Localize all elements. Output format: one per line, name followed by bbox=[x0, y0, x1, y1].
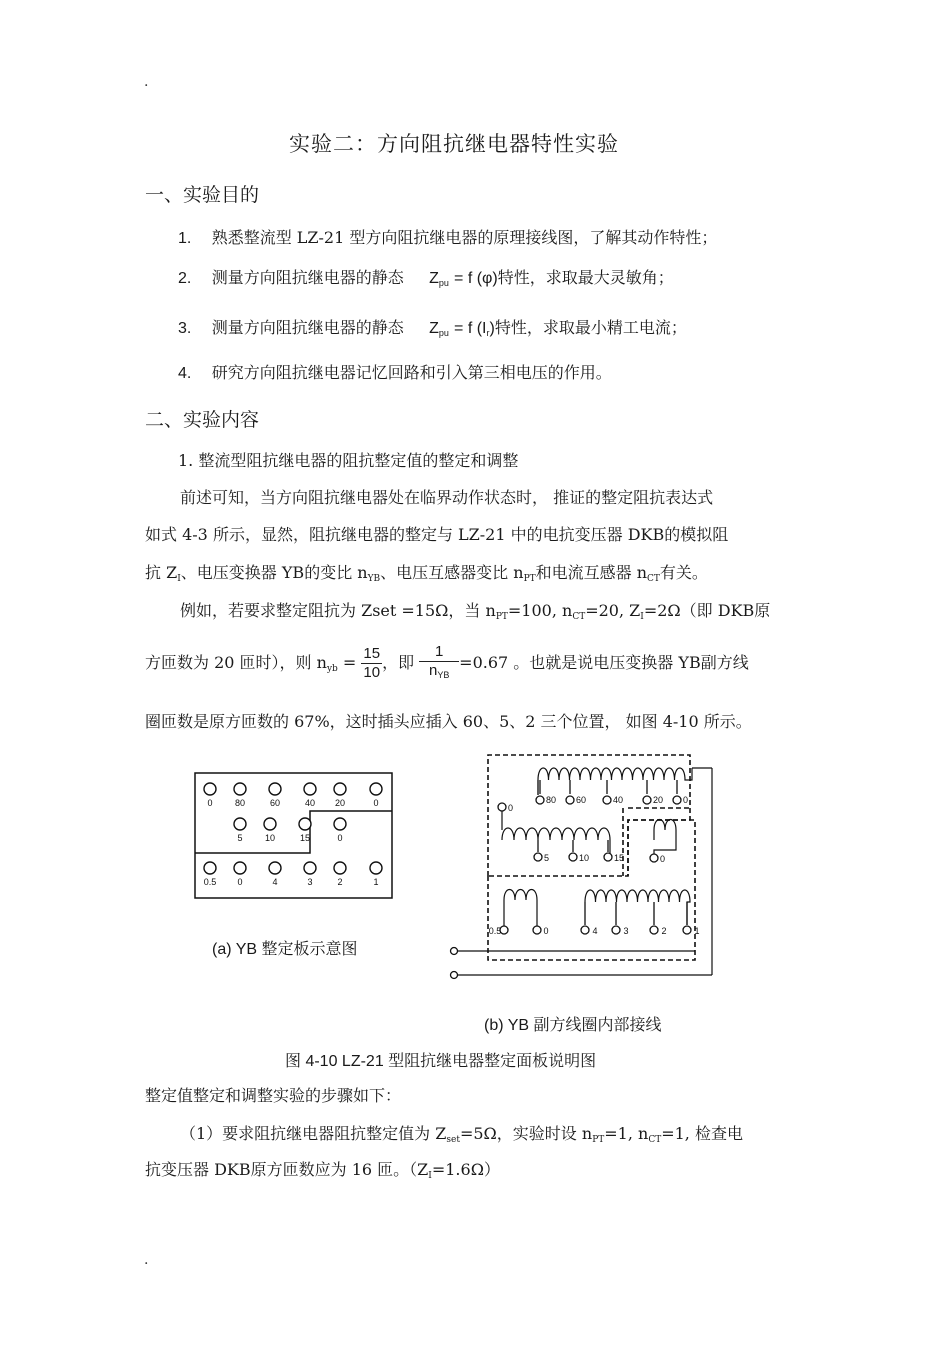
formula-z: Z bbox=[429, 270, 439, 287]
formula-sub: pu bbox=[438, 328, 449, 338]
text-run: =1.6Ω） bbox=[431, 1160, 500, 1179]
figure-panel-a-plate bbox=[190, 768, 400, 903]
item-text-pre: 测量方向阻抗继电器的静态 bbox=[211, 268, 404, 287]
text-run: 方匝数为 20 匝时），则 n bbox=[145, 653, 327, 672]
left-tap-label: 0 bbox=[508, 803, 514, 813]
fraction-numerator: 1 bbox=[419, 643, 459, 662]
subscript: PT bbox=[592, 1135, 605, 1145]
paragraph-1-line-2: 如式 4-3 所示，显然，阻抗继电器的整定与 LZ-21 中的电抗变压器 DKB的模拟阻 bbox=[145, 525, 729, 544]
text-run: =1, n bbox=[604, 1124, 649, 1143]
left-tap-socket bbox=[498, 803, 506, 811]
right-tap-label: 0 bbox=[660, 854, 666, 864]
subscript: I bbox=[640, 612, 644, 622]
bottom-right-tap-2-label: 2 bbox=[661, 926, 667, 936]
bottom-left-tap-1-label: 0 bbox=[543, 926, 549, 936]
fraction-numerator: 15 bbox=[363, 645, 381, 662]
plate-socket-row1-4-label: 20 bbox=[334, 798, 346, 808]
objective-item-1 bbox=[178, 228, 717, 249]
plate-socket-row3-5-socket bbox=[370, 862, 382, 874]
text-run: =20, Z bbox=[585, 601, 641, 620]
formula-sub-r: r bbox=[486, 328, 490, 338]
item-number: 2. bbox=[178, 270, 192, 287]
plate-socket-row1-2-label: 60 bbox=[269, 798, 281, 808]
text-run: 例如，若要求整定阻抗为 Zset =15Ω，当 n bbox=[180, 601, 496, 620]
subscript: set bbox=[446, 1135, 460, 1145]
input-terminal-lower bbox=[451, 972, 458, 979]
subscript: YB bbox=[437, 670, 450, 680]
figure-a-caption: (a) YB 整定板示意图 bbox=[212, 941, 358, 958]
plate-socket-row2-3-label: 0 bbox=[337, 833, 343, 843]
section-heading-content: 二、实验内容 bbox=[145, 409, 260, 431]
page-title: 实验二：方向阻抗继电器特性实验 bbox=[289, 132, 619, 156]
top-tap-1-label: 60 bbox=[576, 795, 587, 805]
subscript: CT bbox=[648, 1135, 662, 1145]
top-tap-0-label: 80 bbox=[546, 795, 557, 805]
plate-socket-row3-3-socket bbox=[304, 862, 316, 874]
subscript: I bbox=[177, 574, 181, 584]
top-tap-2-socket bbox=[603, 796, 611, 804]
text-run: 、电压互感器变比 n bbox=[380, 563, 524, 582]
paragraph-1-line-3 bbox=[145, 563, 708, 589]
top-tap-1-socket bbox=[566, 796, 574, 804]
text-run: =100, n bbox=[507, 601, 573, 620]
figure-panel-b-wiring bbox=[440, 750, 720, 985]
plate-socket-row1-5-socket bbox=[370, 783, 382, 795]
subscript: YB bbox=[367, 574, 381, 584]
paragraph-2-line-1 bbox=[180, 601, 770, 627]
plate-socket-row1-1-socket bbox=[234, 783, 246, 795]
step-1-line-2 bbox=[145, 1160, 500, 1186]
text-run: =0.67 。也就是说电压变换器 YB副方线 bbox=[459, 653, 749, 672]
plate-outline bbox=[195, 773, 392, 898]
formula-rest: = f (I bbox=[454, 320, 487, 337]
mid-tap-2-label: 15 bbox=[614, 853, 625, 863]
top-tap-3-label: 20 bbox=[653, 795, 664, 805]
plate-socket-row1-5-label: 0 bbox=[373, 798, 379, 808]
subscript: PT bbox=[523, 574, 536, 584]
plate-socket-row1-2-socket bbox=[269, 783, 281, 795]
fraction-1-over-nyb bbox=[419, 643, 459, 684]
denominator-n: n bbox=[428, 662, 438, 679]
right-tap-socket bbox=[650, 854, 658, 862]
text-run: 、电压变换器 YB的变比 n bbox=[180, 563, 368, 582]
plate-socket-row1-1-label: 80 bbox=[234, 798, 246, 808]
fraction-denominator: 10 bbox=[363, 664, 381, 681]
bottom-right-tap-3-socket bbox=[683, 926, 691, 934]
figure-caption: 图 4-10 LZ-21 型阻抗继电器整定面板说明图 bbox=[285, 1053, 597, 1070]
plate-row-1 bbox=[204, 783, 382, 808]
bottom-right-tap-1-label: 3 bbox=[623, 926, 629, 936]
mid-tap-0-socket bbox=[534, 853, 542, 861]
item-text: 研究方向阻抗继电器记忆回路和引入第三相电压的作用。 bbox=[211, 363, 612, 382]
bottom-right-tap-1-socket bbox=[612, 926, 620, 934]
text-run: 抗 Z bbox=[145, 563, 178, 582]
paragraph-1-line-1: 前述可知，当方向阻抗继电器处在临界动作状态时， 推证的整定阻抗表达式 bbox=[180, 488, 714, 507]
figure-b-caption: (b) YB 副方线圈内部接线 bbox=[484, 1017, 662, 1034]
plate-socket-row3-2-socket bbox=[269, 862, 281, 874]
equals-sign: = bbox=[337, 653, 362, 672]
item-text: 熟悉整流型 LZ-21 型方向阻抗继电器的原理接线图，了解其动作特性； bbox=[211, 228, 718, 247]
formula-sub: pu bbox=[438, 278, 449, 288]
subscript: I bbox=[428, 1171, 432, 1181]
bottom-right-tap-0-label: 4 bbox=[592, 926, 598, 936]
subscript: PT bbox=[495, 612, 508, 622]
subscript: CT bbox=[647, 574, 660, 584]
mid-tap-0-label: 5 bbox=[544, 853, 550, 863]
plate-socket-row2-2-socket bbox=[299, 818, 311, 830]
objective-item-2 bbox=[178, 268, 674, 293]
subscript: yb bbox=[326, 664, 338, 674]
bottom-left-tap-0-label: 0.5 bbox=[488, 926, 502, 936]
input-terminal-upper bbox=[451, 948, 458, 955]
mid-tap-2-socket bbox=[604, 853, 612, 861]
paragraph-2-line-3: 圈匝数是原方匝数的 67%，这时插头应插入 60、5、2 三个位置， 如图 4-10 所示。 bbox=[145, 712, 752, 731]
steps-intro: 整定值整定和调整实验的步骤如下： bbox=[145, 1086, 402, 1105]
subscript: CT bbox=[572, 612, 586, 622]
plate-socket-row3-1-label: 0 bbox=[237, 877, 243, 887]
top-tap-4-socket bbox=[673, 796, 681, 804]
item-text-post: 特性，求取最小精工电流； bbox=[494, 318, 687, 337]
top-tap-2-label: 40 bbox=[613, 795, 624, 805]
plate-socket-row3-4-label: 2 bbox=[337, 877, 343, 887]
text-run: ，即 bbox=[382, 653, 415, 672]
objective-item-3 bbox=[178, 318, 687, 343]
plate-socket-row2-2-label: 15 bbox=[299, 833, 311, 843]
text-run: 抗变压器 DKB原方匝数应为 16 匝。（Z bbox=[145, 1160, 429, 1179]
item-number: 3. bbox=[178, 320, 192, 337]
section-heading-objectives: 一、实验目的 bbox=[145, 184, 260, 206]
top-tap-3-socket bbox=[643, 796, 651, 804]
plate-socket-row3-2-label: 4 bbox=[272, 877, 278, 887]
plate-socket-row2-0-label: 5 bbox=[237, 833, 243, 843]
plate-socket-row3-0-socket bbox=[204, 862, 216, 874]
plate-socket-row1-0-socket bbox=[204, 783, 216, 795]
objective-item-4 bbox=[178, 363, 612, 384]
terminals bbox=[489, 780, 700, 936]
plate-socket-row1-4-socket bbox=[334, 783, 346, 795]
top-tap-0-socket bbox=[536, 796, 544, 804]
formula-z: Z bbox=[429, 320, 439, 337]
plate-socket-row3-3-label: 3 bbox=[307, 877, 313, 887]
text-run: =1, 检查电 bbox=[661, 1124, 743, 1143]
plate-socket-row3-1-socket bbox=[234, 862, 246, 874]
text-run: （1）要求阻抗继电器阻抗整定值为 Z bbox=[180, 1124, 447, 1143]
bottom-right-tap-3-label: 1 bbox=[694, 926, 700, 936]
paragraph-2-line-2 bbox=[145, 643, 749, 689]
plate-socket-row3-5-label: 1 bbox=[373, 877, 379, 887]
bottom-right-tap-0-socket bbox=[581, 926, 589, 934]
mid-tap-1-socket bbox=[569, 853, 577, 861]
subsection-heading: 1. 整流型阻抗继电器的阻抗整定值的整定和调整 bbox=[178, 451, 519, 470]
item-text-post: 特性，求取最大灵敏角； bbox=[497, 268, 674, 287]
fraction-15-over-10 bbox=[361, 645, 382, 682]
plate-socket-row1-3-label: 40 bbox=[304, 798, 316, 808]
bottom-left-tap-1-socket bbox=[533, 926, 541, 934]
text-run: =5Ω，实验时设 n bbox=[459, 1124, 593, 1143]
page-mark-top: . bbox=[144, 74, 149, 90]
plate-row-2 bbox=[234, 818, 346, 843]
plate-socket-row1-3-socket bbox=[304, 783, 316, 795]
plate-socket-row2-1-label: 10 bbox=[264, 833, 276, 843]
plate-socket-row2-0-socket bbox=[234, 818, 246, 830]
plate-socket-row2-3-socket bbox=[334, 818, 346, 830]
mid-tap-1-label: 10 bbox=[579, 853, 590, 863]
plate-socket-row3-0-label: 0.5 bbox=[203, 877, 217, 887]
text-run: =2Ω（即 DKB原 bbox=[643, 601, 771, 620]
formula-rest: = f (φ) bbox=[454, 270, 498, 287]
text-run: 有关。 bbox=[659, 563, 708, 582]
item-text-pre: 测量方向阻抗继电器的静态 bbox=[211, 318, 404, 337]
plate-socket-row1-0-label: 0 bbox=[207, 798, 213, 808]
plate-socket-row2-1-socket bbox=[264, 818, 276, 830]
bottom-right-tap-2-socket bbox=[650, 926, 658, 934]
top-tap-4-label: 0 bbox=[683, 795, 689, 805]
page-mark-bottom: . bbox=[144, 1252, 149, 1268]
item-number: 1. bbox=[178, 230, 192, 247]
fraction-denominator bbox=[419, 662, 459, 684]
formula-end: ) bbox=[489, 320, 495, 337]
text-run: 和电流互感器 n bbox=[535, 563, 648, 582]
plate-socket-row3-4-socket bbox=[334, 862, 346, 874]
plate-row-3 bbox=[204, 862, 382, 887]
step-1-line-1 bbox=[180, 1124, 743, 1150]
item-number: 4. bbox=[178, 365, 192, 382]
